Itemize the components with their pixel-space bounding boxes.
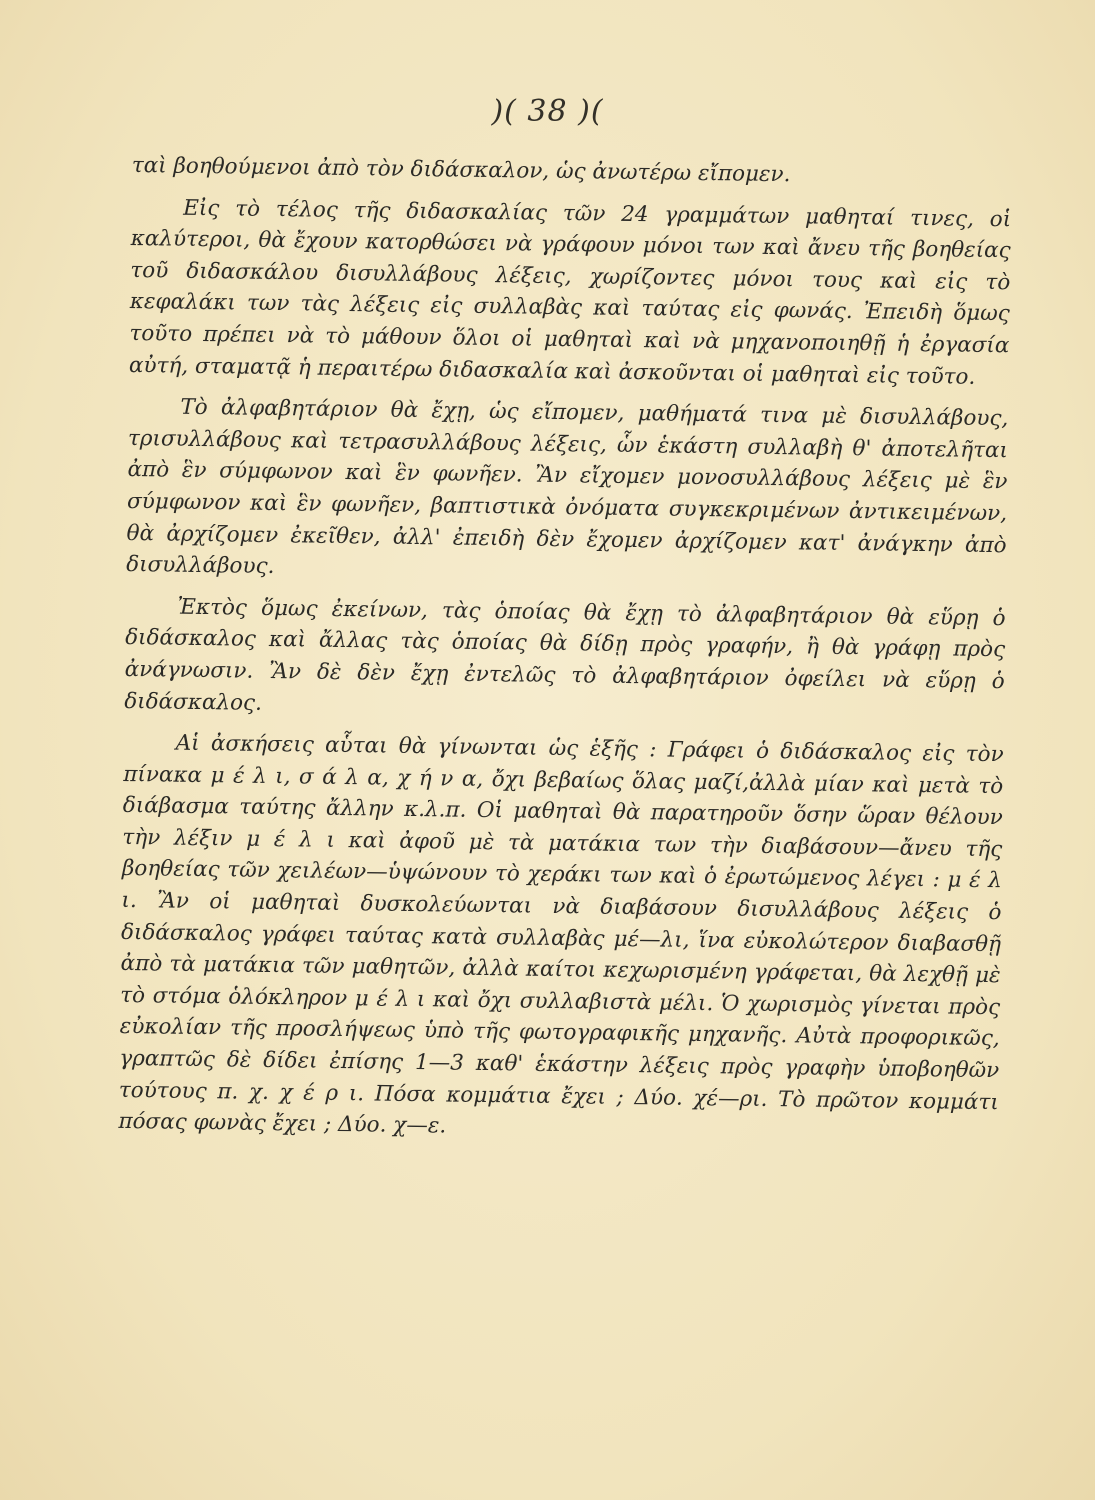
paragraph-teacher-words: Ἐκτὸς ὅμως ἐκείνων, τὰς ὁποίας θὰ ἔχῃ τὸ ἀλφαβητάριον θὰ εὕρῃ ὁ διδάσκαλος καὶ ἄλλας τὰς ὁποίας θὰ δίδῃ πρὸς γραφήν, ἢ θὰ γράφῃ πρὸς ἀνάγνωσιν. Ἂν δὲ δὲν ἔχῃ ἐντελῶς τὸ ἀλφαβητάριον ὀφείλει νὰ εὕρῃ ὁ διδάσκαλος. xyxy=(124,594,1006,716)
paragraph-end-of-letters: Εἰς τὸ τέλος τῆς διδασκαλίας τῶν 24 γραμμάτων μαθηταί τινες, οἱ καλύτεροι, θὰ ἔχουν κατορθώσει νὰ γράφουν μόνοι των καὶ ἄνευ τῆς βοηθείας τοῦ διδασκάλου δισυλλάβους λέξεις, χωρίζοντες μόνοι τους καὶ εἰς τὸ κεφαλάκι των τὰς λέξεις εἰς συλλαβὰς καὶ ταύτας εἰς φωνάς. Ἐπειδὴ ὅμως τοῦτο πρέπει νὰ τὸ μάθουν ὅλοι οἱ μαθηταὶ καὶ νὰ μηχανοποιηθῇ ἡ ἐργασία αὐτή, σταματᾷ ἡ περαιτέρω διδασκαλία καὶ ἀσκοῦνται οἱ μαθηταὶ εἰς τοῦτο. xyxy=(128,195,1012,390)
body-text xyxy=(118,150,1012,1160)
page-number: )( 38 )( xyxy=(491,94,604,129)
paragraph-alphabet-book: Τὸ ἀλφαβητάριον θὰ ἔχῃ, ὡς εἴπομεν, μαθήματά τινα μὲ δισυλλάβους, τρισυλλάβους καὶ τετρασυλλάβους λέξεις, ὧν ἑκάστη συλλαβὴ θ' ἀποτελῆται ἀπὸ ἓν σύμφωνον καὶ ἓν φωνῆεν. Ἂν εἴχομεν μονοσυλλάβους λέξεις μὲ ἓν σύμφωνον καὶ ἓν φωνῆεν, βαπτιστικὰ ὀνόματα συγκεκριμένων ἀντικειμένων, θὰ ἀρχίζομεν ἐκεῖθεν, ἀλλ' ἐπειδὴ δὲν ἔχομεν ἀρχίζομεν κατ' ἀνάγκην ἀπὸ δισυλλάβους. xyxy=(126,394,1009,580)
paragraph-exercises: Αἱ ἀσκήσεις αὗται θὰ γίνωνται ὡς ἑξῆς : Γράφει ὁ διδάσκαλος εἰς τὸν πίνακα μ έ λ ι, σ ά λ α, χ ή ν α, ὄχι βεβαίως ὅλας μαζί,ἀλλὰ μίαν καὶ μετὰ τὸ διάβασμα ταύτης ἄλλην κ.λ.π. Οἱ μαθηταὶ θὰ παρατηροῦν ὅσην ὥραν θέλουν τὴν λέξιν μ έ λ ι καὶ ἀφοῦ μὲ τὰ ματάκια των τὴν διαβάσουν—ἄνευ τῆς βοηθείας τῶν χειλέων—ὑψώνουν τὸ χεράκι των καὶ ὁ ἐρωτώμενος λέγει : μ έ λ ι. Ἂν οἱ μαθηταὶ δυσκολεύωνται νὰ διαβάσουν δισυλλάβους λέξεις ὁ διδάσκαλος γράφει ταύτας κατὰ συλλαβὰς μέ—λι, ἵνα εὐκολώτερον διαβασθῇ ἀπὸ τὰ ματάκια τῶν μαθητῶν, ἀλλὰ καίτοι κεχωρισμένη γράφεται, θὰ λεχθῇ μὲ τὸ στόμα ὁλόκληρον μ έ λ ι καὶ ὄχι συλλαβιστὰ μέλι. Ὁ χωρισμὸς γίνεται πρὸς εὐκολίαν τῆς προσλήψεως ὑπὸ τῆς φωτογραφικῆς μηχανῆς. Αὐτὰ προφορικῶς, γραπτῶς δὲ δίδει ἐπίσης 1—3 καθ' ἑκάστην λέξεις πρὸς γραφὴν ὑποβοηθῶν τούτους π. χ. χ έ ρ ι. Πόσα κομμάτια ἔχει ; Δύο. χέ—ρι. Τὸ πρῶτον κομμάτι πόσας φωνὰς ἔχει ; Δύο. χ—ε. xyxy=(118,730,1004,1139)
paragraph-continuation: ταὶ βοηθούμενοι ἀπὸ τὸν διδάσκαλον, ὡς ἀνωτέρω εἴπομεν. xyxy=(131,152,791,188)
